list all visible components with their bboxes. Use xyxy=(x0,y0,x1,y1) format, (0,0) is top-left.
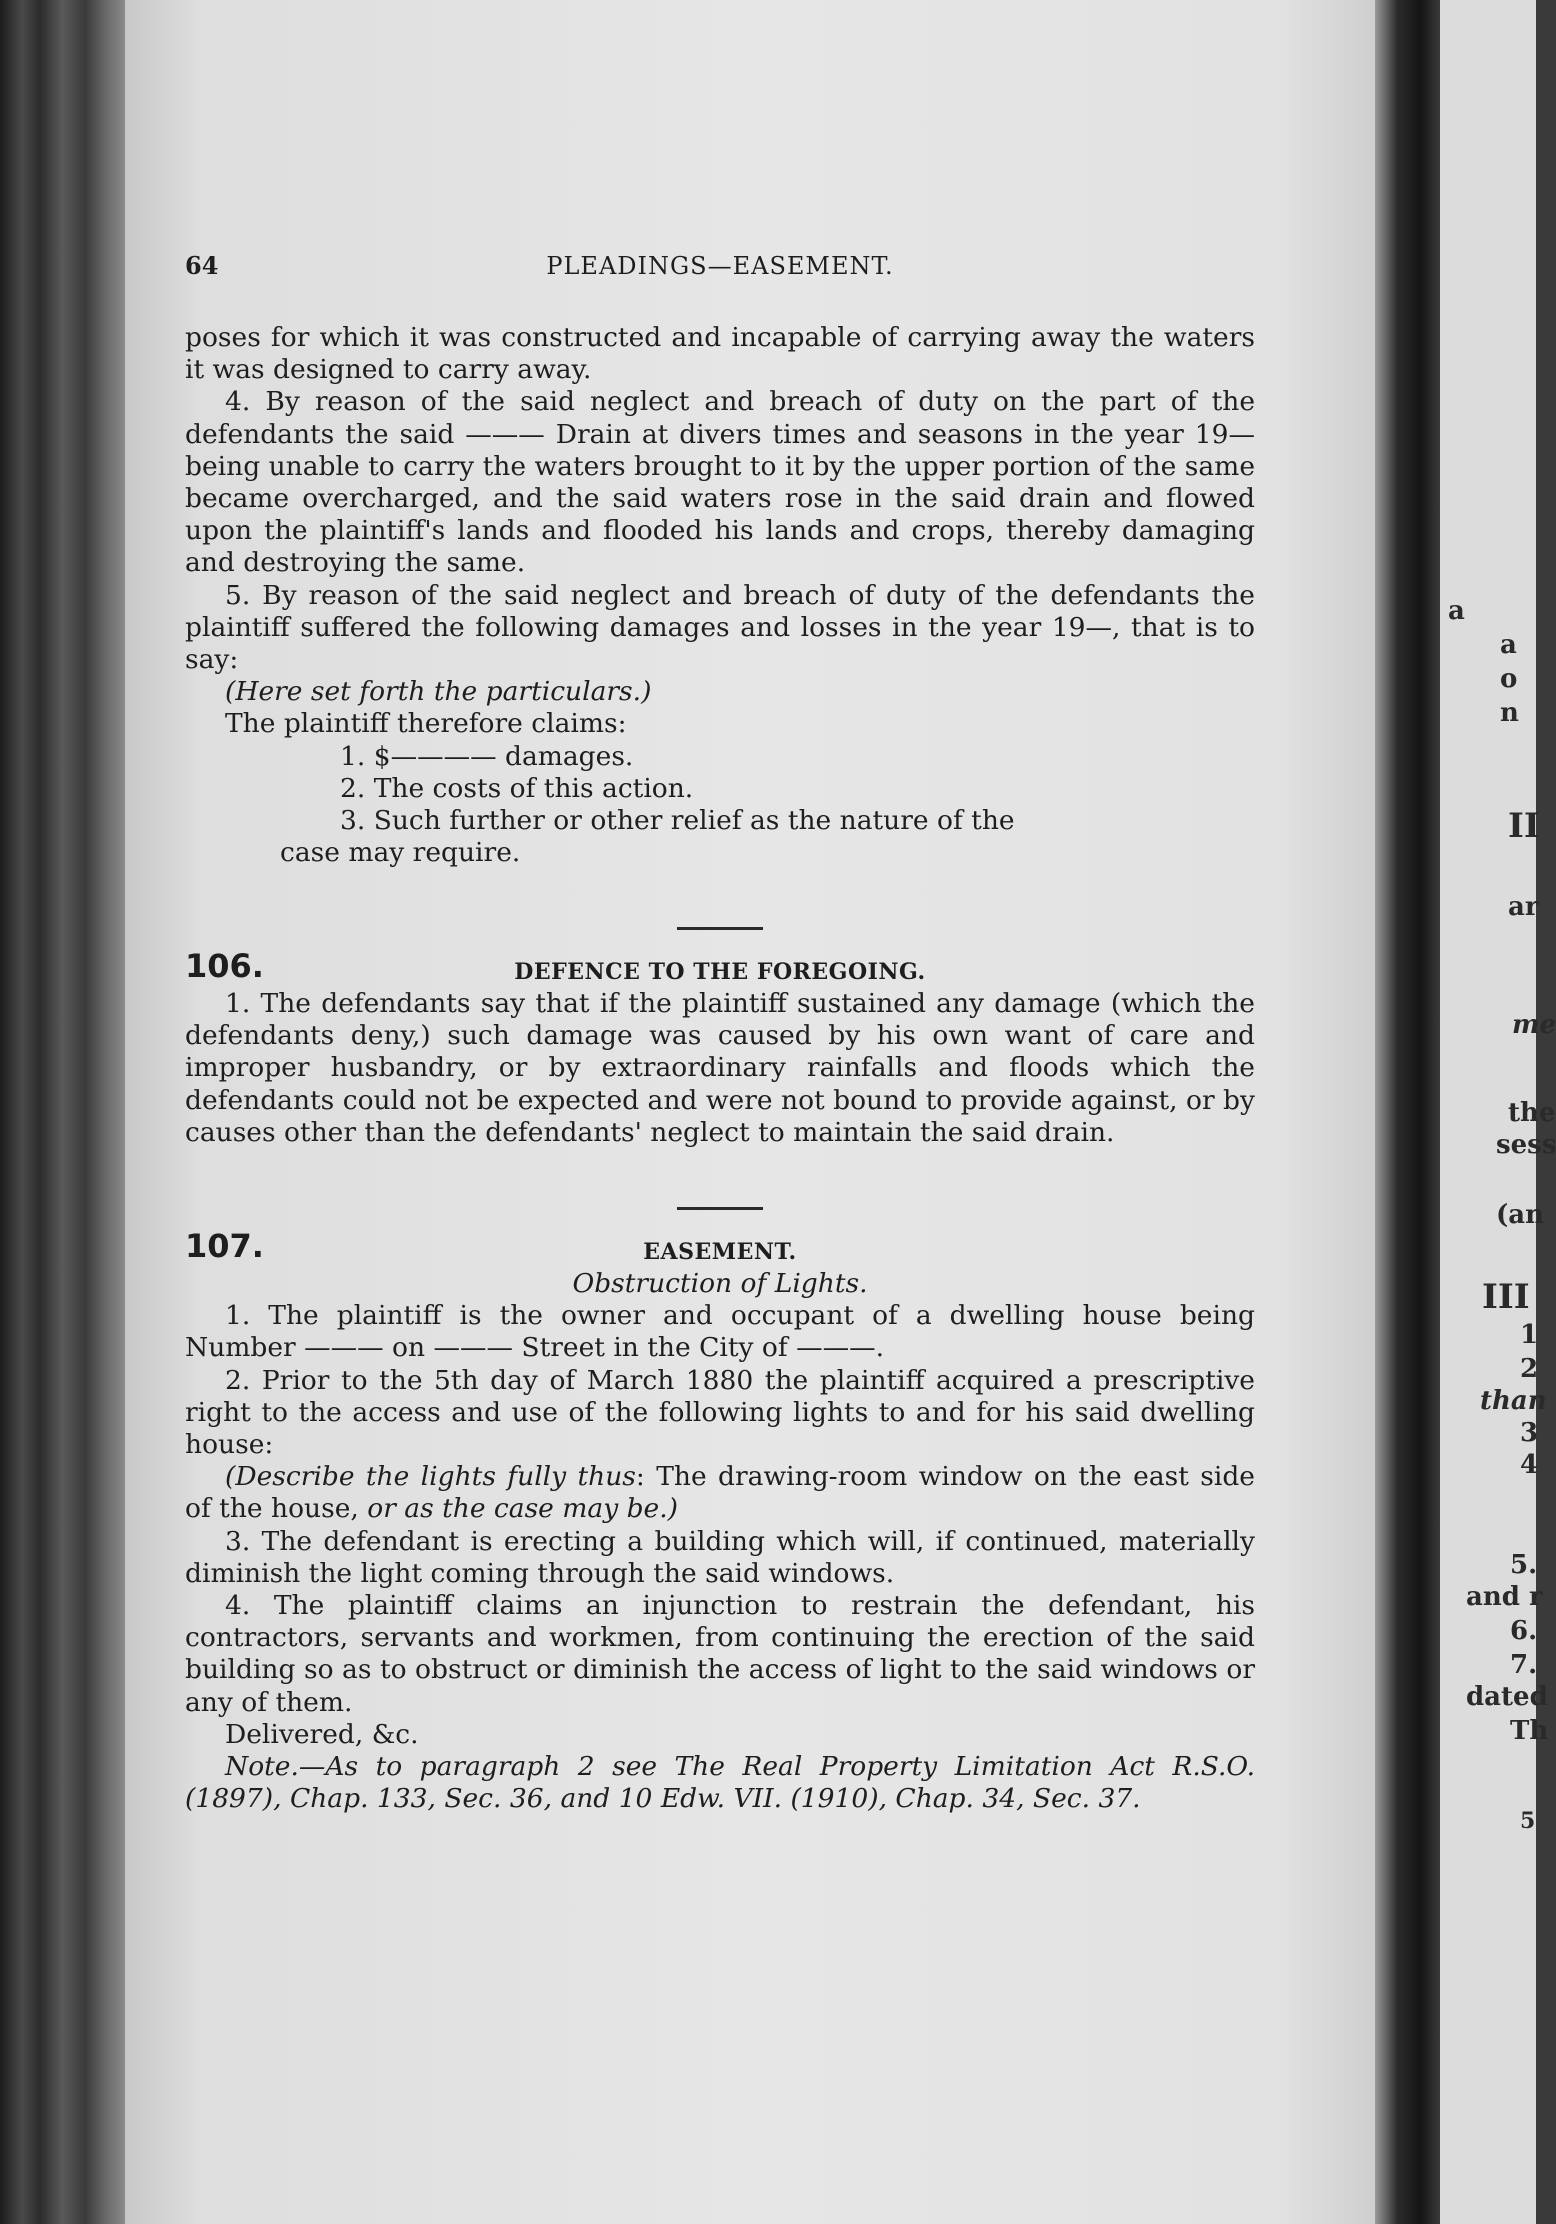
adjacent-fragment: III xyxy=(1482,1277,1530,1317)
book-spine xyxy=(0,0,125,2224)
adjacent-fragment: a xyxy=(1500,630,1517,660)
instruction-italic: or as the case may be.) xyxy=(367,1493,679,1525)
particulars-instruction: (Here set forth the particulars.) xyxy=(225,676,652,708)
paragraph: 1. The defendants say that if the plaintiff sustained any damage (which the defendants deny,) such damage was caused by his own want of care and improper husbandry, or by extraordinary rainfalls and floods which the defendants could not be expected and were not bound to provide against, or by causes other than the defendants' neglect to maintain the said drain. xyxy=(185,988,1255,1148)
adjacent-fragment: ar xyxy=(1508,892,1539,922)
adjacent-fragment: 7. xyxy=(1510,1650,1538,1680)
adjacent-fragment: II xyxy=(1508,806,1540,846)
adjacent-fragment: and r xyxy=(1466,1582,1543,1612)
paragraph: 3. The defendant is erecting a building which will, if continued, materially diminish the light coming through the said windows. xyxy=(185,1525,1255,1589)
paragraph: 5. By reason of the said neglect and breach of duty of the defendants the plaintiff suffered the following damages and losses in the year 19—, that is to say: xyxy=(185,579,1255,676)
section-divider xyxy=(185,927,1255,930)
continued-pleading xyxy=(185,322,1255,869)
paragraph: 2. Prior to the 5th day of March 1880 the plaintiff acquired a prescriptive right to the access and use of the following lights to and for his said dwelling house: xyxy=(185,1364,1255,1461)
adjacent-fragment: 4 xyxy=(1520,1450,1539,1480)
claims-intro: The plaintiff therefore claims: xyxy=(225,708,627,740)
adjacent-fragment: 2 xyxy=(1520,1354,1539,1384)
adjacent-fragment: Th xyxy=(1510,1716,1549,1746)
note: Note.—As to paragraph 2 see The Real Property Limitation Act R.S.O. (1897), Chap. 133, Sec. 36, and 10 Edw. VII. (1910), Chap. 34, Sec. 37. xyxy=(185,1751,1255,1815)
claim-item-tail: case may require. xyxy=(280,837,521,869)
book-gutter xyxy=(1375,0,1440,2224)
delivered-line: Delivered, &c. xyxy=(225,1718,419,1750)
adjacent-fragment: o xyxy=(1500,664,1518,694)
adjacent-fragment: me xyxy=(1512,1010,1556,1040)
adjacent-fragment: the xyxy=(1508,1098,1556,1128)
adjacent-fragment: than xyxy=(1480,1386,1547,1416)
adjacent-fragment: 1 xyxy=(1520,1320,1539,1350)
section-107 xyxy=(185,1228,1255,1815)
section-title: DEFENCE TO THE FOREGOING. xyxy=(514,959,926,985)
adjacent-fragment: 5 xyxy=(1520,1808,1536,1834)
section-heading xyxy=(185,1228,1255,1268)
claim-item: 1. $———— damages. xyxy=(340,740,634,772)
adjacent-fragment: a xyxy=(1448,596,1465,626)
section-divider xyxy=(185,1207,1255,1210)
adjacent-fragment: 5. xyxy=(1510,1550,1538,1580)
claim-item: 3. Such further or other relief as the nature of the xyxy=(340,805,1015,837)
section-106 xyxy=(185,948,1255,1149)
paragraph: 4. The plaintiff claims an injunction to restrain the defendant, his contractors, servants and workmen, from continuing the erection of the said building so as to obstruct or diminish the access of light to the said windows or any of them. xyxy=(185,1590,1255,1718)
adjacent-fragment: n xyxy=(1500,698,1519,728)
instruction-roman: : The drawing-room window on the east side of the house, xyxy=(185,1461,1255,1525)
page-number: 64 xyxy=(185,251,219,280)
adjacent-page-edge xyxy=(1440,0,1556,2224)
lights-description xyxy=(185,1461,1255,1525)
section-subtitle: Obstruction of Lights. xyxy=(572,1268,868,1299)
paragraph: poses for which it was constructed and incapable of carrying away the waters it was designed to carry away. xyxy=(185,322,1255,386)
adjacent-fragment: sess xyxy=(1496,1130,1556,1160)
divider-rule xyxy=(677,1207,763,1210)
section-heading xyxy=(185,948,1255,988)
adjacent-fragment: 6. xyxy=(1510,1616,1538,1646)
paragraph: 4. By reason of the said neglect and breach of duty on the part of the defendants the said ——— Drain at divers times and seasons in the year 19— being unable to carry the waters brought to it by the upper portion of the same became overcharged, and the said waters rose in the said drain and flowed upon the plaintiff's lands and flooded his lands and crops, thereby damaging and destroying the same. xyxy=(185,386,1255,579)
section-number: 106. xyxy=(185,947,264,985)
instruction-italic: (Describe the lights fully thus xyxy=(225,1461,636,1493)
adjacent-fragment: (an xyxy=(1496,1200,1545,1230)
section-number: 107. xyxy=(185,1227,264,1265)
page-header xyxy=(185,250,1255,284)
running-title: PLEADINGS—EASEMENT. xyxy=(546,252,894,280)
section-title: EASEMENT. xyxy=(643,1239,797,1265)
divider-rule xyxy=(677,927,763,930)
paragraph: 1. The plaintiff is the owner and occupant of a dwelling house being Number ——— on ——— Street in the City of ———. xyxy=(185,1300,1255,1364)
adjacent-fragment: 3 xyxy=(1520,1418,1539,1448)
adjacent-fragment: dated xyxy=(1466,1682,1548,1712)
claim-item: 2. The costs of this action. xyxy=(340,772,694,804)
